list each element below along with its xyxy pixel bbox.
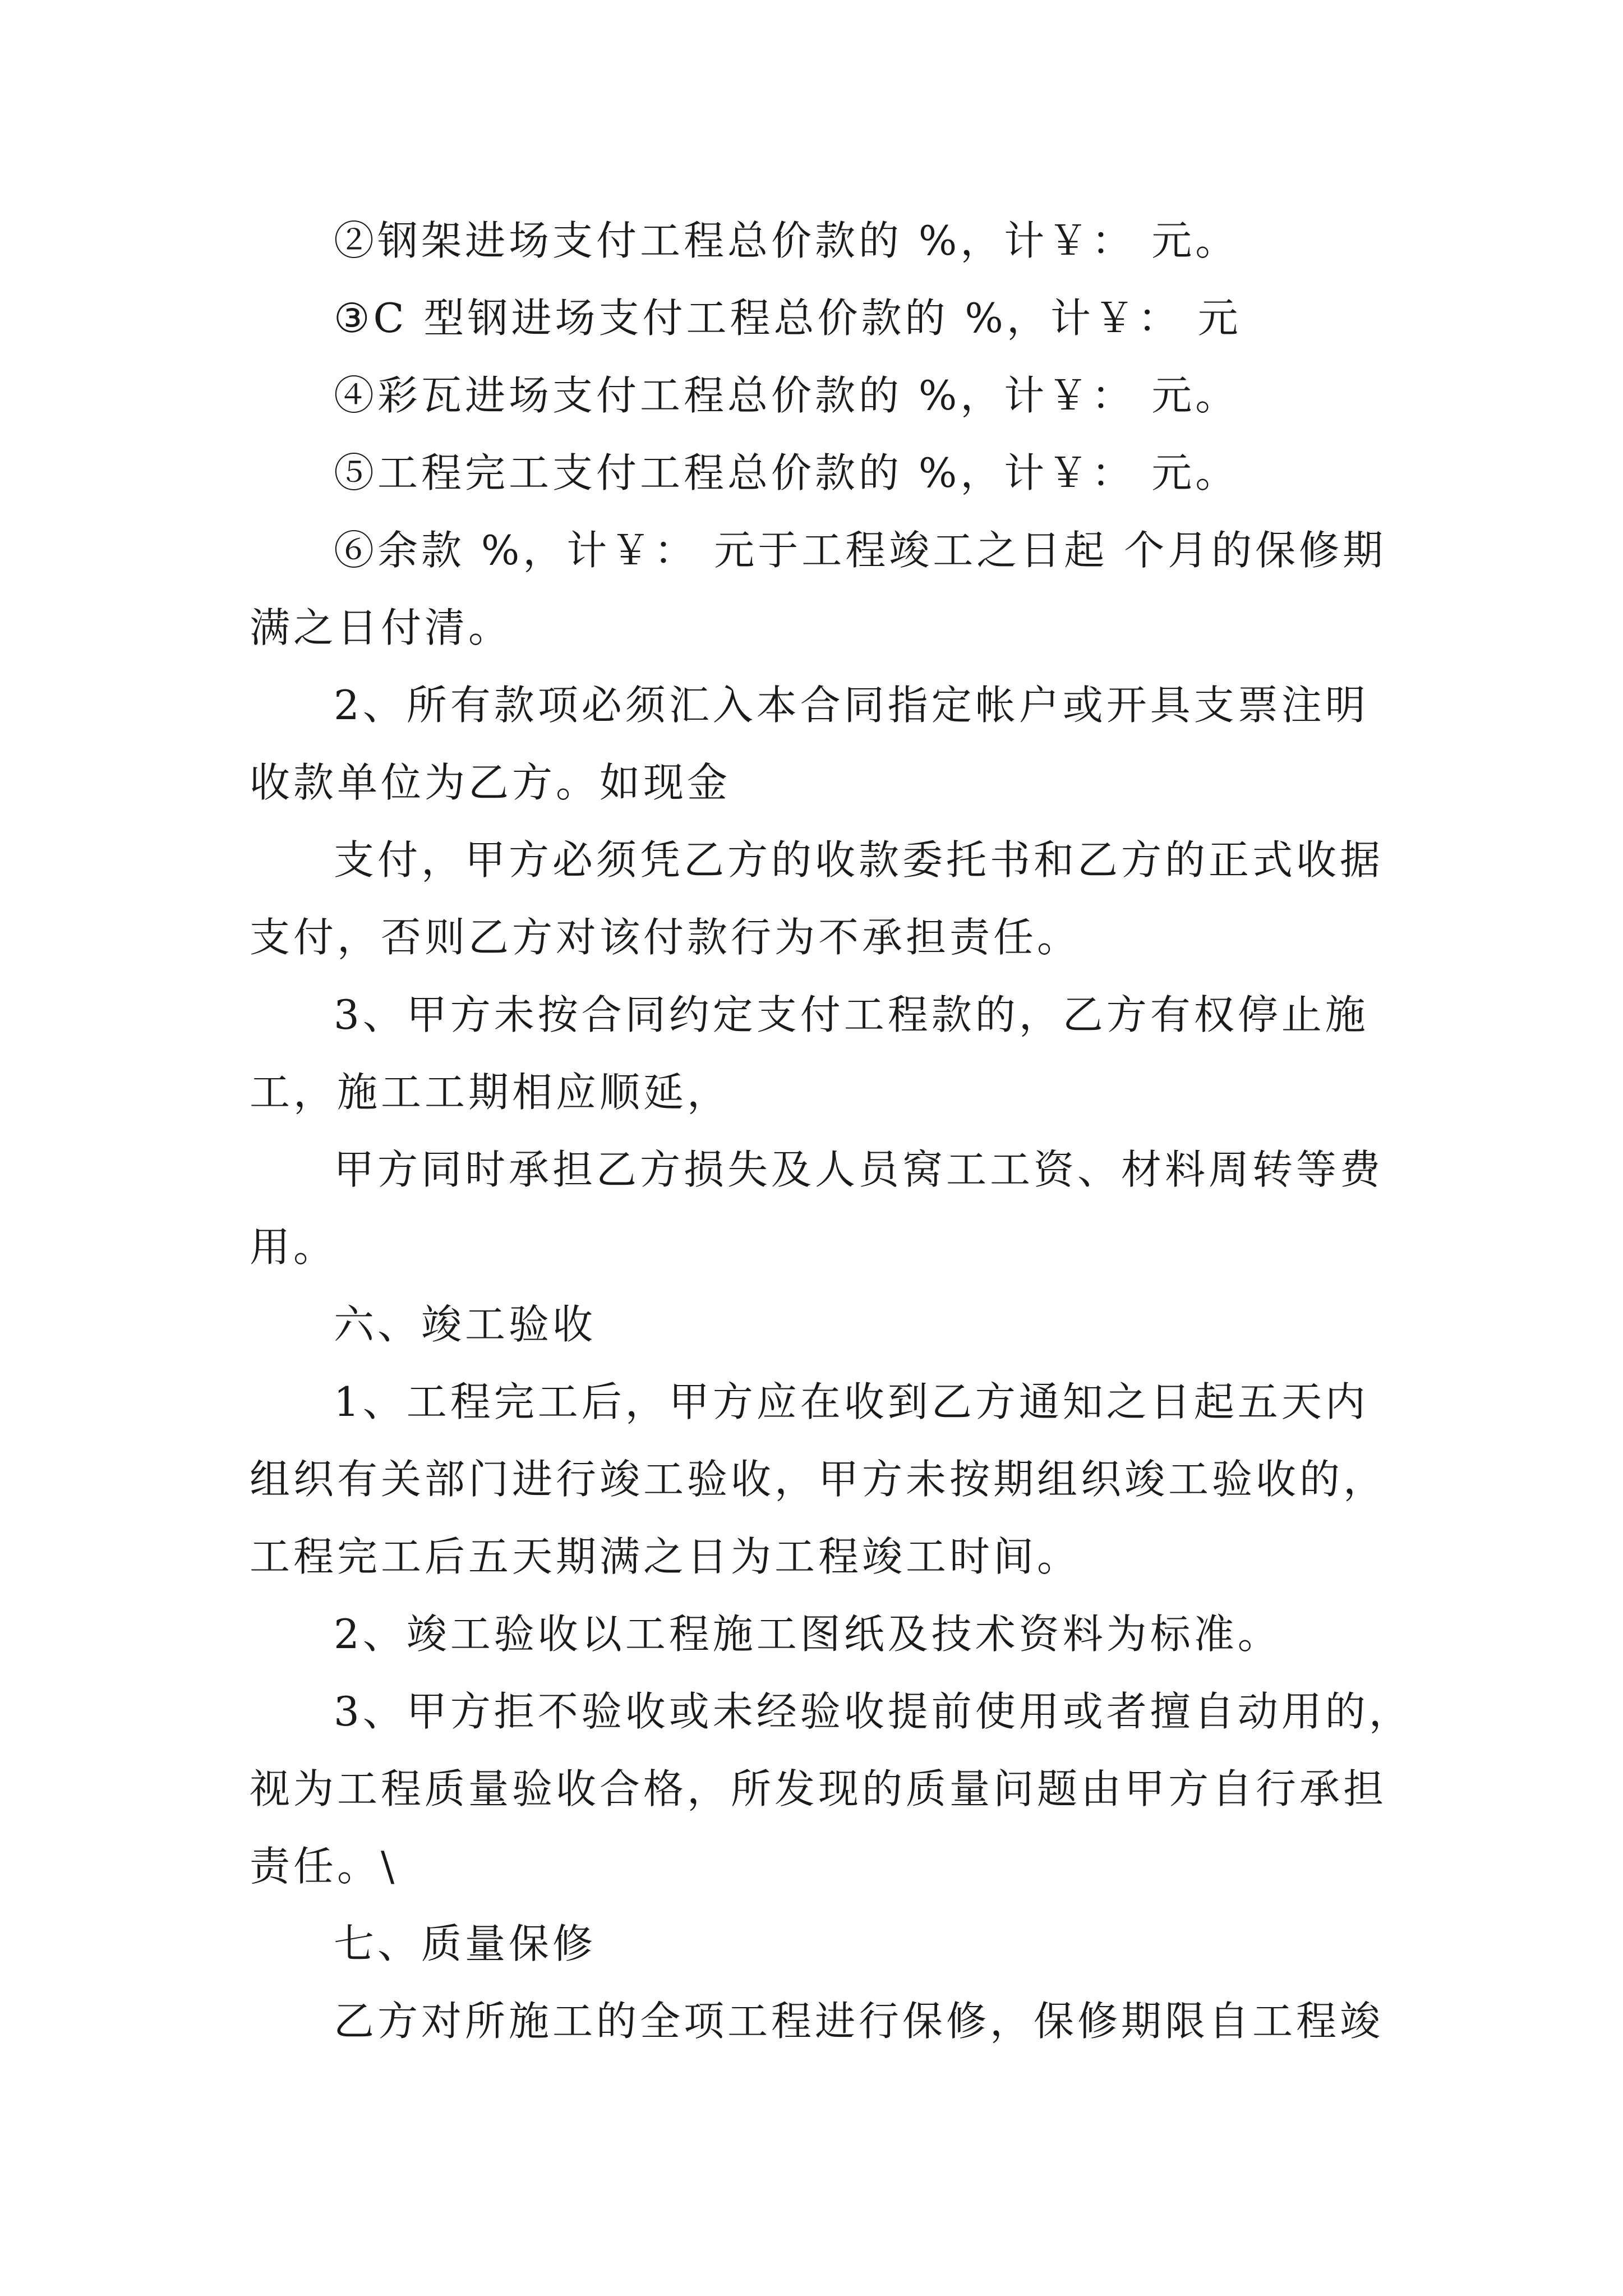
- text-line: 视为工程质量验收合格，所发现的质量问题由甲方自行承担: [250, 1765, 1387, 1812]
- text-line: ②钢架进场支付工程总价款的 %，计￥： 元。: [334, 217, 1239, 264]
- text-line: 3、甲方拒不验收或未经验收提前使用或者擅自动用的，: [334, 1688, 1413, 1735]
- text-line: ④彩瓦进场支付工程总价款的 %，计￥： 元。: [334, 372, 1239, 419]
- text-line: 收款单位为乙方。如现金: [250, 759, 731, 806]
- text-line: 甲方同时承担乙方损失及人员窝工工资、材料周转等费: [334, 1146, 1384, 1193]
- text-line: 责任。\: [250, 1843, 398, 1890]
- document-body: [250, 202, 1413, 2060]
- text-line: 乙方对所施工的全项工程进行保修，保修期限自工程竣: [334, 1998, 1384, 2045]
- text-line: 支付，甲方必须凭乙方的收款委托书和乙方的正式收据: [334, 836, 1384, 884]
- text-line: 满之日付清。: [250, 604, 513, 651]
- text-line: ⑥余款 %，计￥： 元于工程竣工之日起 个月的保修期: [334, 527, 1387, 574]
- text-line: 1、工程完工后，甲方应在收到乙方通知之日起五天内: [334, 1378, 1369, 1425]
- text-line: 支付，否则乙方对该付款行为不承担责任。: [250, 914, 1081, 961]
- text-line: 工，施工工期相应顺延，: [250, 1069, 731, 1116]
- text-line: 2、竣工验收以工程施工图纸及技术资料为标准。: [334, 1611, 1281, 1658]
- section-heading: 六、竣工验收: [334, 1301, 597, 1348]
- text-line: 2、所有款项必须汇入本合同指定帐户或开具支票注明: [334, 682, 1369, 729]
- text-line: 工程完工后五天期满之日为工程竣工时间。: [250, 1533, 1081, 1580]
- text-line: ⑤工程完工支付工程总价款的 %，计￥： 元。: [334, 449, 1239, 496]
- section-heading: 七、质量保修: [334, 1920, 597, 1967]
- text-line: 组织有关部门进行竣工验收，甲方未按期组织竣工验收的，: [250, 1456, 1387, 1503]
- text-line: 用。: [250, 1223, 338, 1271]
- text-line: 3、甲方未按合同约定支付工程款的，乙方有权停止施: [334, 991, 1369, 1038]
- text-line: ③C 型钢进场支付工程总价款的 %，计￥： 元: [334, 295, 1242, 342]
